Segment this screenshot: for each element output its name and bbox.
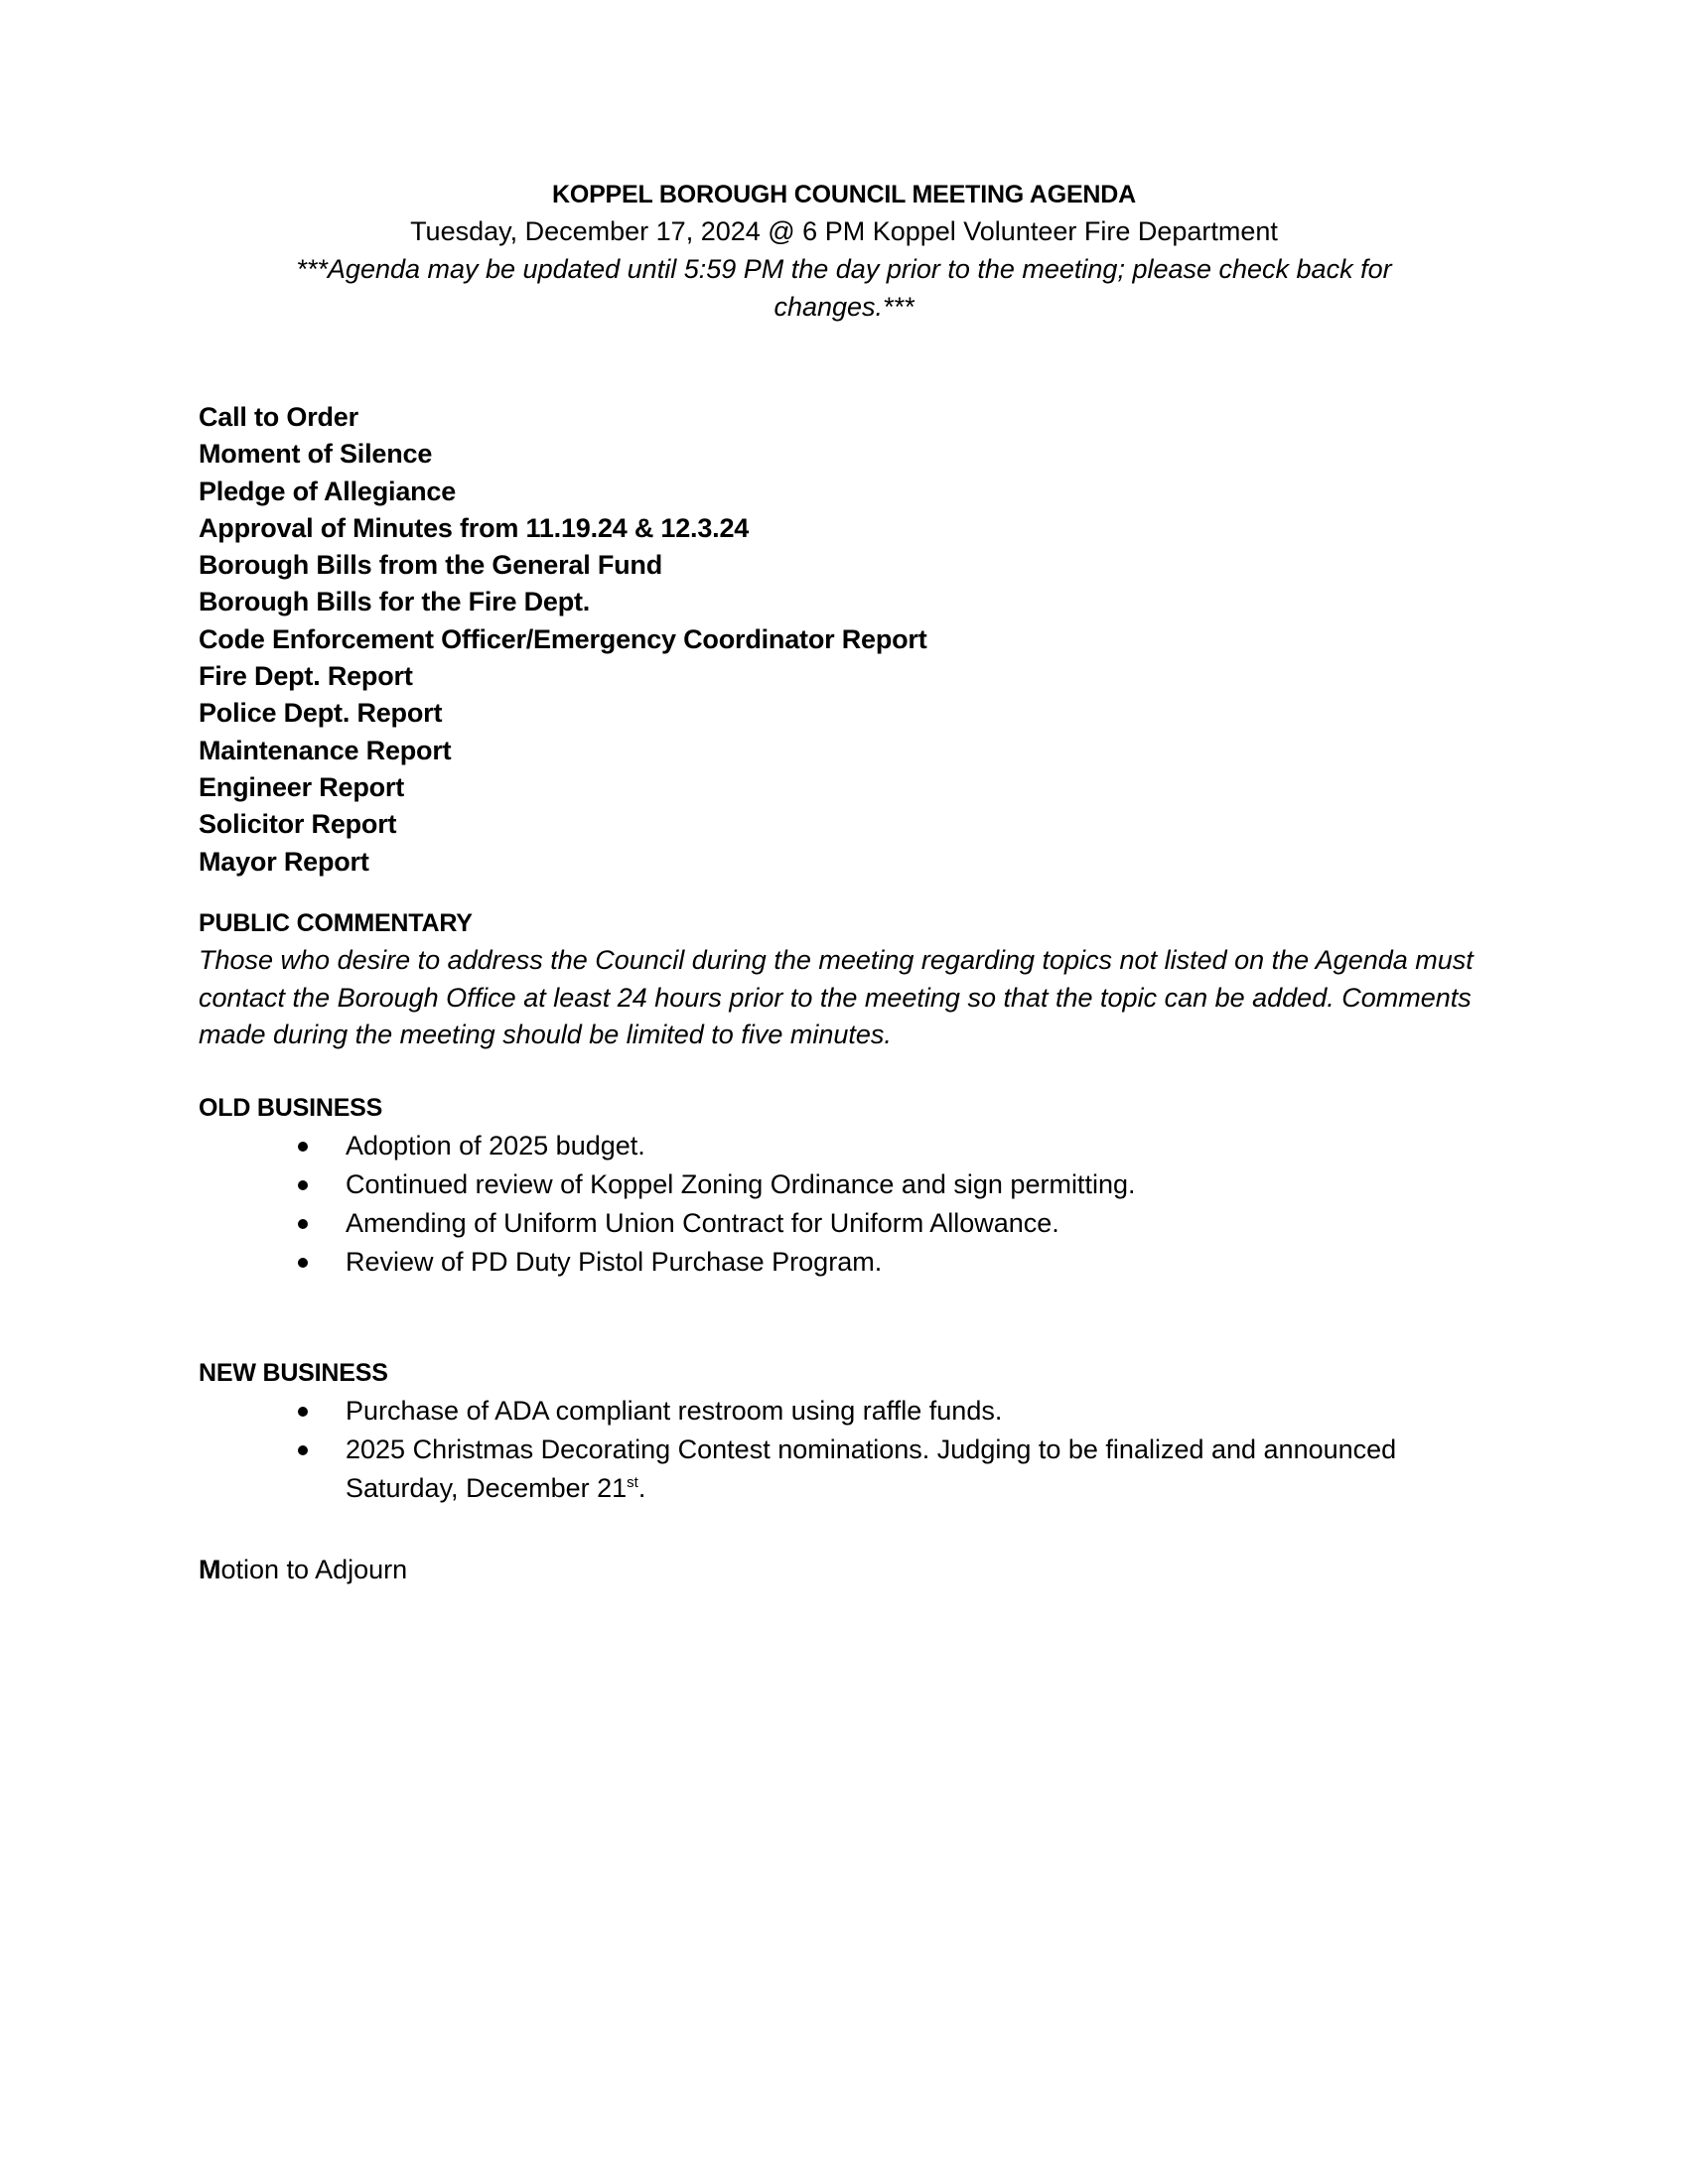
bullet-icon bbox=[298, 1445, 308, 1455]
list-item bbox=[199, 1165, 1489, 1204]
agenda-item: Police Dept. Report bbox=[199, 698, 443, 729]
agenda-item: Borough Bills from the General Fund bbox=[199, 550, 663, 581]
list-item bbox=[199, 1392, 1489, 1431]
list-item bbox=[199, 1431, 1489, 1508]
list-item-text: Continued review of Koppel Zoning Ordinance and sign permitting. bbox=[346, 1169, 1136, 1199]
list-item bbox=[199, 1127, 1489, 1165]
motion-rest-text: otion to Adjourn bbox=[220, 1555, 408, 1584]
agenda-items-list bbox=[199, 399, 927, 881]
public-commentary-text: Those who desire to address the Council during the meeting regarding topics not listed on the Agenda must contact the Borough Office at least 24 hours prior to the meeting so that the topic can be added. Comments made during the meeting should be limited to five minutes. bbox=[199, 945, 1474, 1049]
agenda-item: Call to Order bbox=[199, 402, 358, 432]
list-item-text: Adoption of 2025 budget. bbox=[346, 1131, 645, 1160]
list-item-text: Review of PD Duty Pistol Purchase Program. bbox=[346, 1247, 883, 1277]
bullet-icon bbox=[298, 1258, 308, 1268]
agenda-item: Solicitor Report bbox=[199, 809, 397, 840]
agenda-item: Approval of Minutes from 11.19.24 & 12.3.24 bbox=[199, 512, 750, 543]
bullet-icon bbox=[298, 1180, 308, 1190]
agenda-item: Mayor Report bbox=[199, 846, 369, 877]
agenda-item: Code Enforcement Officer/Emergency Coordinator Report bbox=[199, 623, 927, 654]
old-business-section bbox=[199, 1090, 1489, 1282]
list-item-text: Purchase of ADA compliant restroom using raffle funds. bbox=[346, 1396, 1003, 1426]
ordinal-suffix: st bbox=[627, 1474, 638, 1491]
bullet-icon bbox=[298, 1219, 308, 1229]
agenda-header bbox=[199, 177, 1489, 326]
agenda-item: Maintenance Report bbox=[199, 735, 452, 765]
motion-first-letter: M bbox=[199, 1555, 221, 1584]
agenda-item: Engineer Report bbox=[199, 771, 405, 802]
agenda-item: Moment of Silence bbox=[199, 439, 433, 470]
old-business-list bbox=[199, 1127, 1489, 1282]
new-business-heading: NEW BUSINESS bbox=[199, 1359, 388, 1387]
motion-to-adjourn bbox=[199, 1552, 407, 1588]
public-commentary-section bbox=[199, 905, 1489, 1054]
meeting-date-location: Tuesday, December 17, 2024 @ 6 PM Koppel Volunteer Fire Department bbox=[410, 216, 1278, 246]
public-commentary-heading: PUBLIC COMMENTARY bbox=[199, 909, 473, 937]
agenda-item: Fire Dept. Report bbox=[199, 661, 413, 692]
list-item-text: 2025 Christmas Decorating Contest nominations. Judging to be finalized and announced Saturday, December 21 bbox=[346, 1434, 1397, 1503]
list-item-ending: . bbox=[637, 1473, 646, 1503]
old-business-heading: OLD BUSINESS bbox=[199, 1094, 383, 1122]
agenda-item: Borough Bills for the Fire Dept. bbox=[199, 587, 591, 617]
bullet-icon bbox=[298, 1407, 308, 1417]
update-notice: ***Agenda may be updated until 5:59 PM the day prior to the meeting; please check back for changes.*** bbox=[296, 254, 1392, 322]
new-business-section bbox=[199, 1355, 1489, 1508]
new-business-list bbox=[199, 1392, 1489, 1508]
list-item bbox=[199, 1243, 1489, 1282]
agenda-item: Pledge of Allegiance bbox=[199, 476, 457, 506]
list-item bbox=[199, 1204, 1489, 1243]
list-item-text: Amending of Uniform Union Contract for Uniform Allowance. bbox=[346, 1208, 1059, 1238]
bullet-icon bbox=[298, 1142, 308, 1152]
page-title: KOPPEL BOROUGH COUNCIL MEETING AGENDA bbox=[551, 181, 1136, 208]
